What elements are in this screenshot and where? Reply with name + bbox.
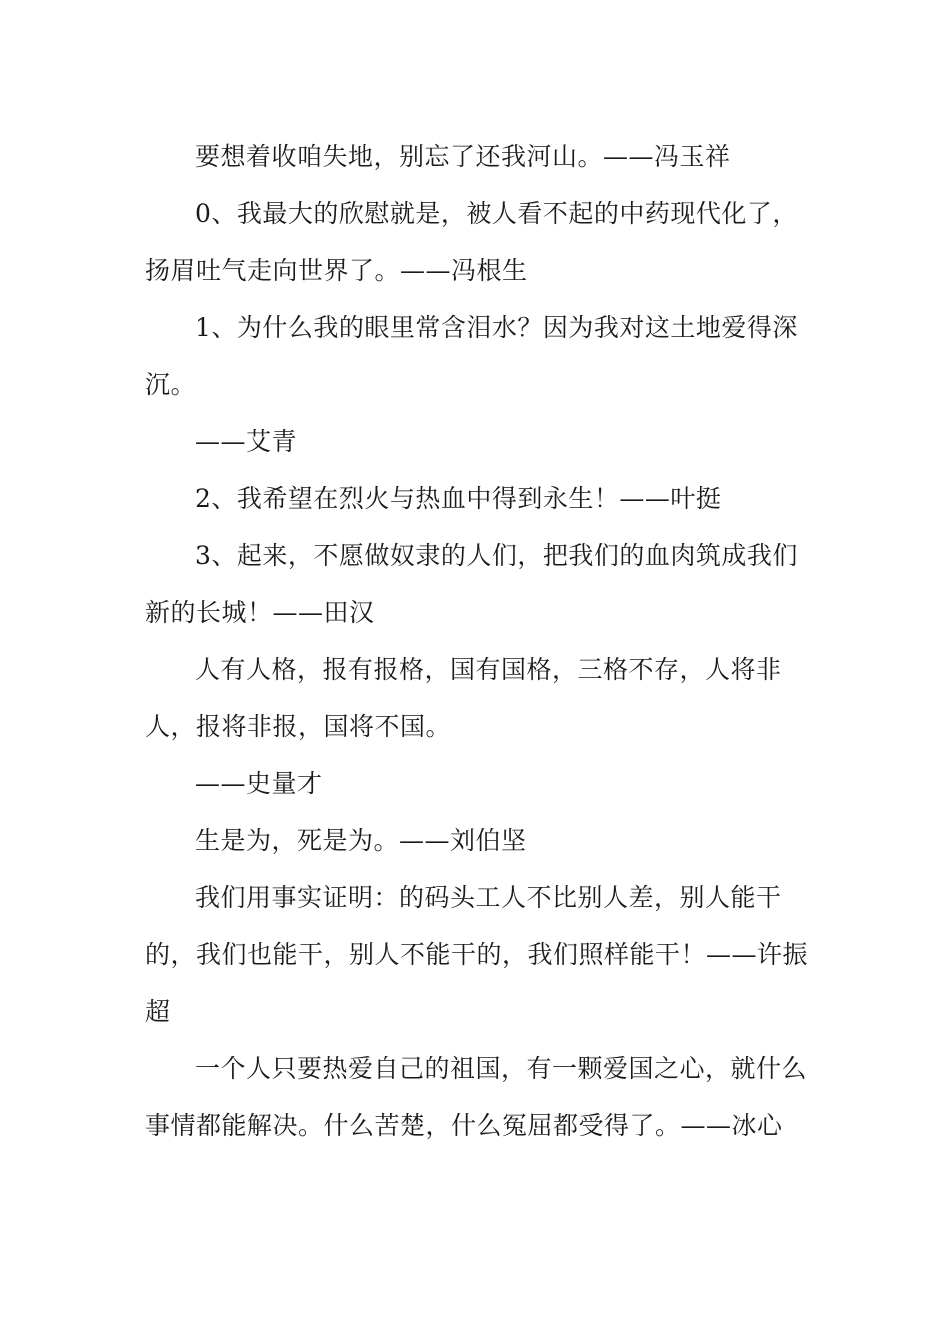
paragraph-8: ——史量才	[195, 769, 323, 798]
paragraph-10: 我们用事实证明：的码头工人不比别人差，别人能干的，我们也能干，别人不能干的，我们照样能干！——许振超	[145, 883, 809, 1026]
document-body	[145, 128, 810, 1154]
paragraph-5: 2、我希望在烈火与热血中得到永生！——叶挺	[195, 484, 722, 513]
paragraph-3: 1、为什么我的眼里常含泪水？因为我对这土地爱得深沉。	[145, 313, 798, 399]
paragraph-9: 生是为，死是为。——刘伯坚	[195, 826, 527, 855]
paragraph-2: 0、我最大的欣慰就是，被人看不起的中药现代化了，扬眉吐气走向世界了。——冯根生	[145, 199, 798, 285]
paragraph-7: 人有人格，报有报格，国有国格，三格不存，人将非人，报将非报，国将不国。	[145, 655, 782, 741]
paragraph-4: ——艾青	[195, 427, 298, 456]
paragraph-11: 一个人只要热爱自己的祖国，有一颗爱国之心，就什么事情都能解决。什么苦楚，什么冤屈都受得了。——冰心	[145, 1054, 808, 1140]
paragraph-1: 要想着收咱失地，别忘了还我河山。——冯玉祥	[195, 142, 731, 171]
paragraph-6: 3、起来，不愿做奴隶的人们，把我们的血肉筑成我们新的长城！——田汉	[145, 541, 798, 627]
